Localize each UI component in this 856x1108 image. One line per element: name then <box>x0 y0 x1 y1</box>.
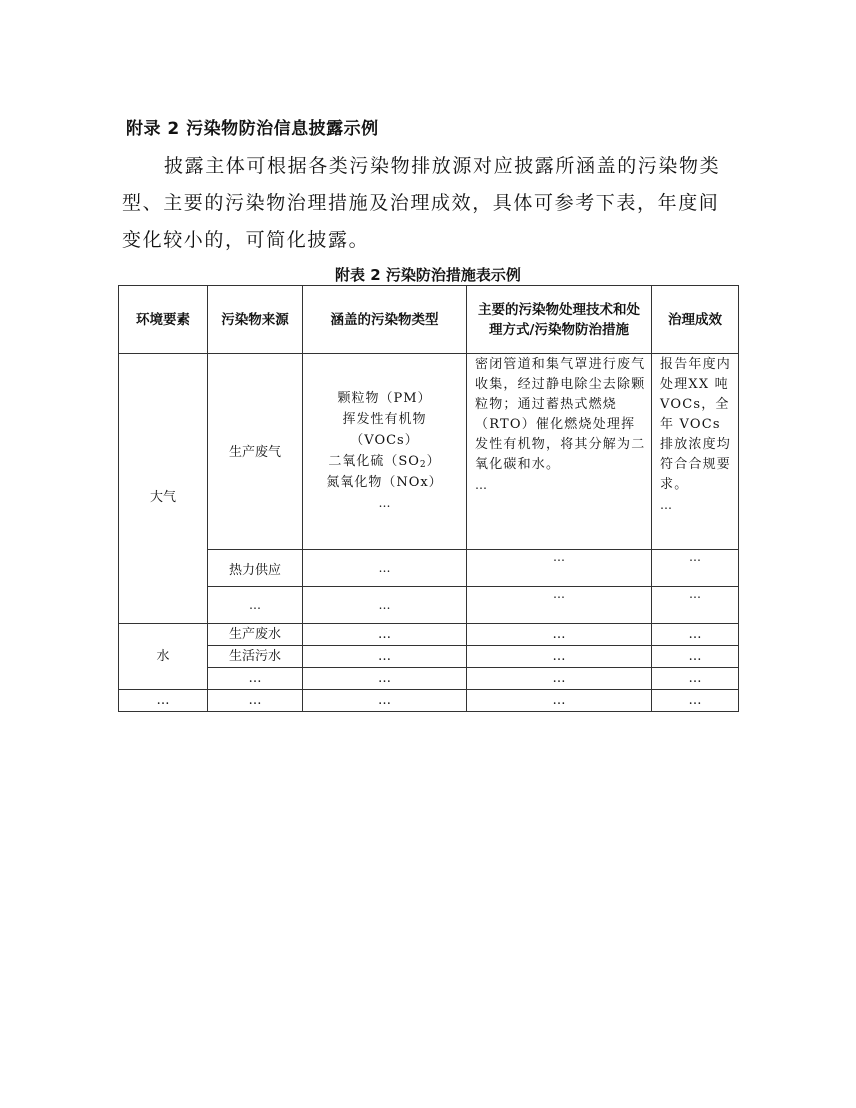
pollutant-types-cell <box>303 354 467 550</box>
ellipsis-cell: … <box>208 668 303 690</box>
ellipsis-cell: … <box>208 587 303 624</box>
header-measures: 主要的污染物处理技术和处理方式/污染物防治措施 <box>467 286 652 354</box>
ellipsis-cell: … <box>652 624 739 646</box>
source-domestic-sewage: 生活污水 <box>208 646 303 668</box>
ellipsis-cell: … <box>303 550 467 587</box>
ellipsis-cell: … <box>652 690 739 712</box>
table-row <box>119 690 739 712</box>
table-row <box>119 354 739 550</box>
table-caption: 附表 2 污染防治措施表示例 <box>335 266 521 284</box>
pollutant-nox: 氮氧化物（NOx） <box>326 475 443 490</box>
header-effect: 治理成效 <box>652 286 739 354</box>
env-water-cell: 水 <box>119 624 208 690</box>
ellipsis-cell: … <box>208 690 303 712</box>
header-source: 污染物来源 <box>208 286 303 354</box>
ellipsis-cell: … <box>652 668 739 690</box>
ellipsis-cell: … <box>119 690 208 712</box>
env-air-cell: 大气 <box>119 354 208 624</box>
ellipsis-cell: … <box>652 550 739 587</box>
pollution-measures-table <box>118 285 739 712</box>
appendix-heading: 附录 2 污染物防治信息披露示例 <box>126 119 379 139</box>
measures-cell: 密闭管道和集气罩进行废气收集，经过静电除尘去除颗粒物；通过蓄热式燃烧（RTO）催化燃烧处理挥发性有机物，将其分解为二氧化碳和水。 … <box>467 354 652 550</box>
pollutant-pm: 颗粒物（PM） <box>337 391 432 406</box>
ellipsis-cell: … <box>303 668 467 690</box>
ellipsis-cell: … <box>303 587 467 624</box>
ellipsis-cell: … <box>652 646 739 668</box>
pollutant-voc-line1: 挥发性有机物 <box>342 412 427 427</box>
table-row <box>119 646 739 668</box>
ellipsis-cell: … <box>467 624 652 646</box>
table-row <box>119 587 739 624</box>
ellipsis-cell: … <box>467 668 652 690</box>
header-pollutant-types: 涵盖的污染物类型 <box>303 286 467 354</box>
table-row <box>119 624 739 646</box>
source-production-water: 生产废水 <box>208 624 303 646</box>
table-row <box>119 668 739 690</box>
table-header-row <box>119 286 739 354</box>
table-row <box>119 550 739 587</box>
effect-cell: 报告年度内处理XX 吨VOCs，全年 VOCs排放浓度均符合合规要求。 … <box>652 354 739 550</box>
ellipsis-cell: … <box>467 690 652 712</box>
intro-paragraph: 披露主体可根据各类污染物排放源对应披露所涵盖的污染物类型、主要的污染物治理措施及治理成效，具体可参考下表，年度间变化较小的，可简化披露。 <box>122 155 721 251</box>
ellipsis-cell: … <box>303 624 467 646</box>
pollutant-so2: 二氧化硫$(SO_2)$ <box>328 454 441 470</box>
ellipsis-cell: … <box>467 587 652 624</box>
ellipsis-cell: … <box>303 646 467 668</box>
pollutant-voc-line2: （VOCs） <box>350 433 419 448</box>
ellipsis-cell: … <box>303 690 467 712</box>
source-heat-supply: 热力供应 <box>208 550 303 587</box>
header-env-element: 环境要素 <box>119 286 208 354</box>
ellipsis-cell: … <box>652 587 739 624</box>
ellipsis-cell: … <box>467 646 652 668</box>
pollutant-ellipsis: … <box>378 496 391 510</box>
source-production-gas: 生产废气 <box>208 354 303 550</box>
ellipsis-cell: … <box>467 550 652 587</box>
